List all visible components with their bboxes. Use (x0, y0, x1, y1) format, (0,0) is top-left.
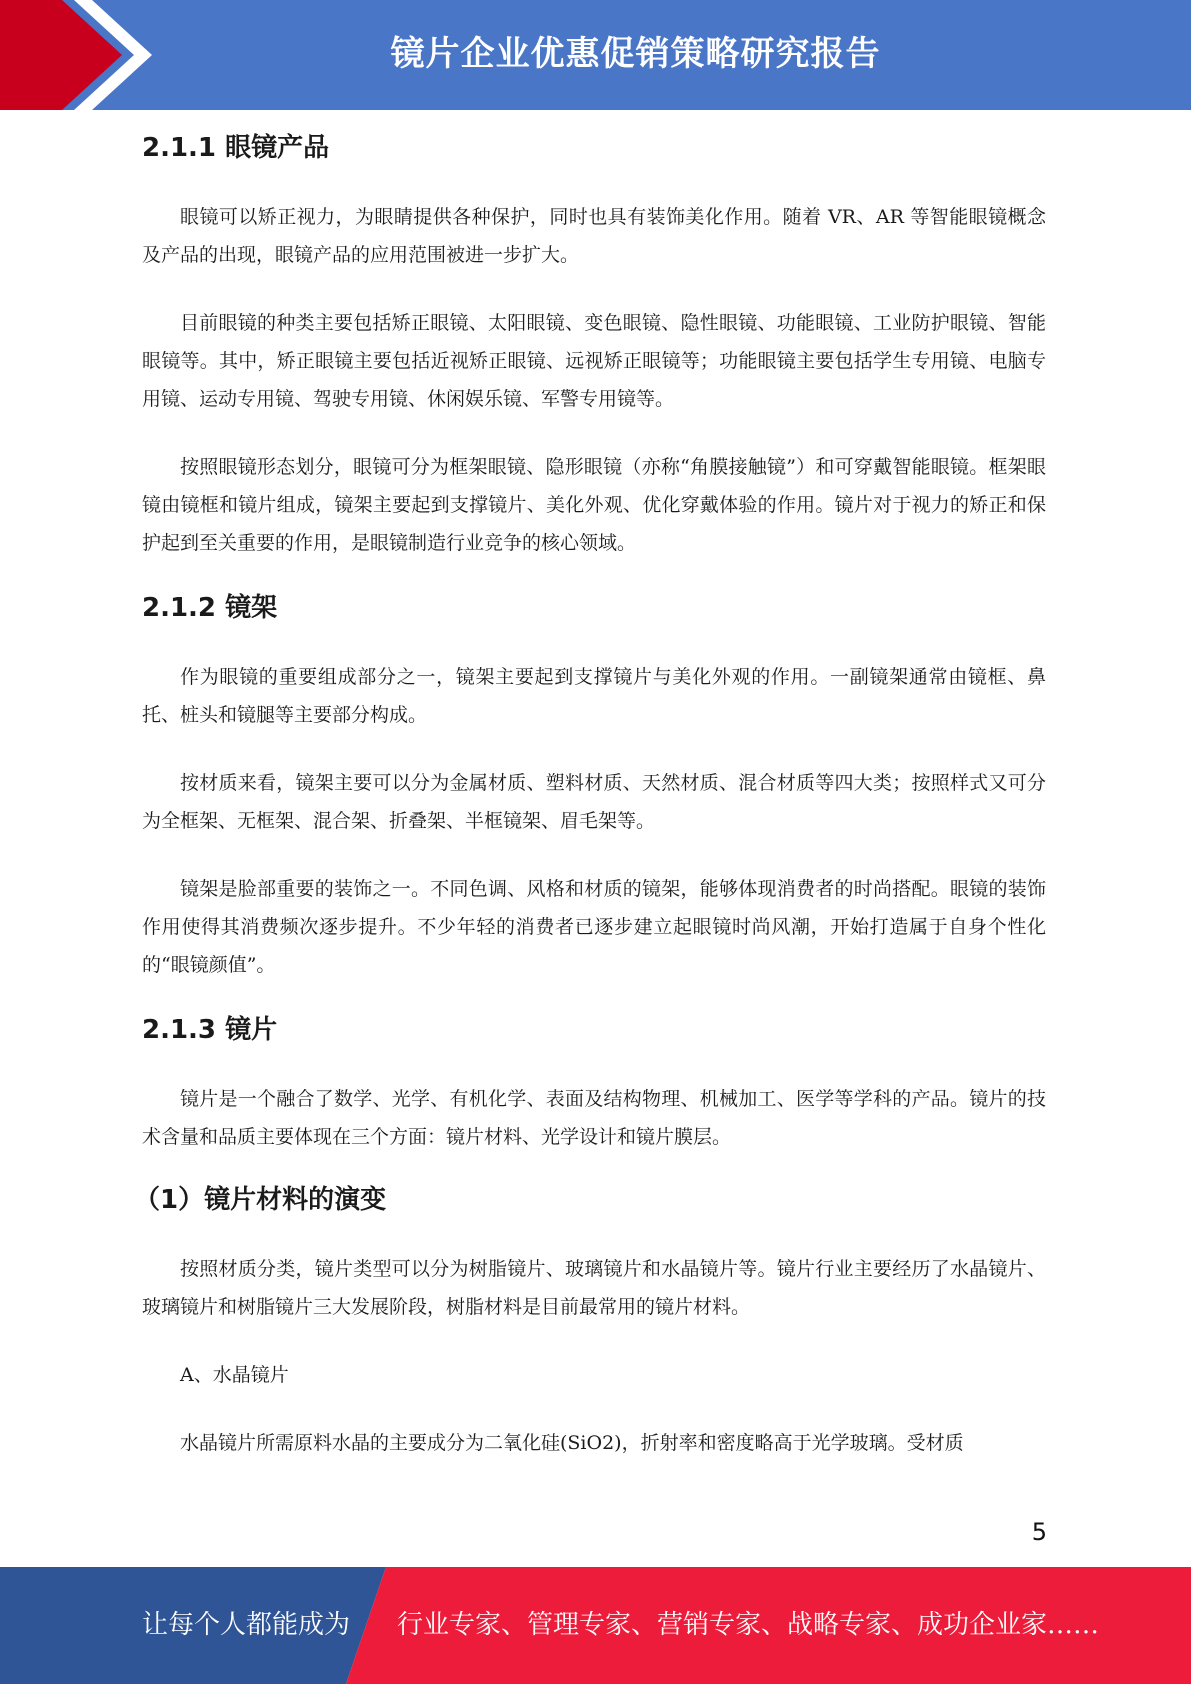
section-2-1-3 (142, 1014, 1046, 1156)
paragraph: 目前眼镜的种类主要包括矫正眼镜、太阳眼镜、变色眼镜、隐性眼镜、功能眼镜、工业防护眼镜、智能眼镜等。其中，矫正眼镜主要包括近视矫正眼镜、远视矫正眼镜等；功能眼镜主要包括学生专用镜、电脑专用镜、运动专用镜、驾驶专用镜、休闲娱乐镜、军警专用镜等。 (142, 312, 1046, 410)
section-heading: 2.1.1 眼镜产品 (142, 133, 330, 163)
header-chevron-decoration (0, 0, 170, 110)
paragraph: 按材质来看，镜架主要可以分为金属材质、塑料材质、天然材质、混合材质等四大类；按照样式又可分为全框架、无框架、混合架、折叠架、半框镜架、眉毛架等。 (142, 772, 1046, 832)
section-heading: 2.1.2 镜架 (142, 593, 278, 623)
page-footer (0, 1567, 1191, 1684)
paragraph: 眼镜可以矫正视力，为眼睛提供各种保护，同时也具有装饰美化作用。随着 VR、AR 等智能眼镜概念及产品的出现，眼镜产品的应用范围被进一步扩大。 (142, 206, 1046, 266)
paragraph: 作为眼镜的重要组成部分之一，镜架主要起到支撑镜片与美化外观的作用。一副镜架通常由镜框、鼻托、桩头和镜腿等主要部分构成。 (142, 666, 1046, 726)
section-2-1-1 (142, 132, 1046, 562)
footer-slogan-left: 让每个人都能成为 (142, 1610, 351, 1640)
section-2-1-2 (142, 592, 1046, 984)
paragraph: 按照材质分类，镜片类型可以分为树脂镜片、玻璃镜片和水晶镜片等。镜片行业主要经历了水晶镜片、玻璃镜片和树脂镜片三大发展阶段，树脂材料是目前最常用的镜片材料。 (142, 1258, 1046, 1318)
paragraph: 按照眼镜形态划分，眼镜可分为框架眼镜、隐形眼镜（亦称“角膜接触镜”）和可穿戴智能眼镜。框架眼镜由镜框和镜片组成，镜架主要起到支撑镜片、美化外观、优化穿戴体验的作用。镜片对于视力的矫正和保护起到至关重要的作用，是眼镜制造行业竞争的核心领域。 (142, 456, 1046, 554)
subsection-heading: （1）镜片材料的演变 (134, 1185, 387, 1215)
document-title: 镜片企业优惠促销策略研究报告 (390, 34, 881, 74)
paragraph: 镜架是脸部重要的装饰之一。不同色调、风格和材质的镜架，能够体现消费者的时尚搭配。眼镜的装饰作用使得其消费频次逐步提升。不少年轻的消费者已逐步建立起眼镜时尚风潮，开始打造属于自身个性化的“眼镜颜值”。 (142, 878, 1046, 976)
paragraph: 镜片是一个融合了数学、光学、有机化学、表面及结构物理、机械加工、医学等学科的产品。镜片的技术含量和品质主要体现在三个方面：镜片材料、光学设计和镜片膜层。 (142, 1088, 1046, 1148)
page-number: 5 (1031, 1518, 1047, 1546)
section-heading: 2.1.3 镜片 (142, 1015, 278, 1045)
paragraph: 水晶镜片所需原料水晶的主要成分为二氧化硅(SiO2)，折射率和密度略高于光学玻璃。受材质 (180, 1432, 964, 1454)
section-lens-material (134, 1184, 1046, 1462)
sub-item-label: A、水晶镜片 (180, 1364, 289, 1386)
page-header (0, 0, 1191, 110)
footer-slogan-right: 行业专家、管理专家、营销专家、战略专家、成功企业家…… (397, 1610, 1100, 1640)
page-content (134, 110, 1046, 1462)
